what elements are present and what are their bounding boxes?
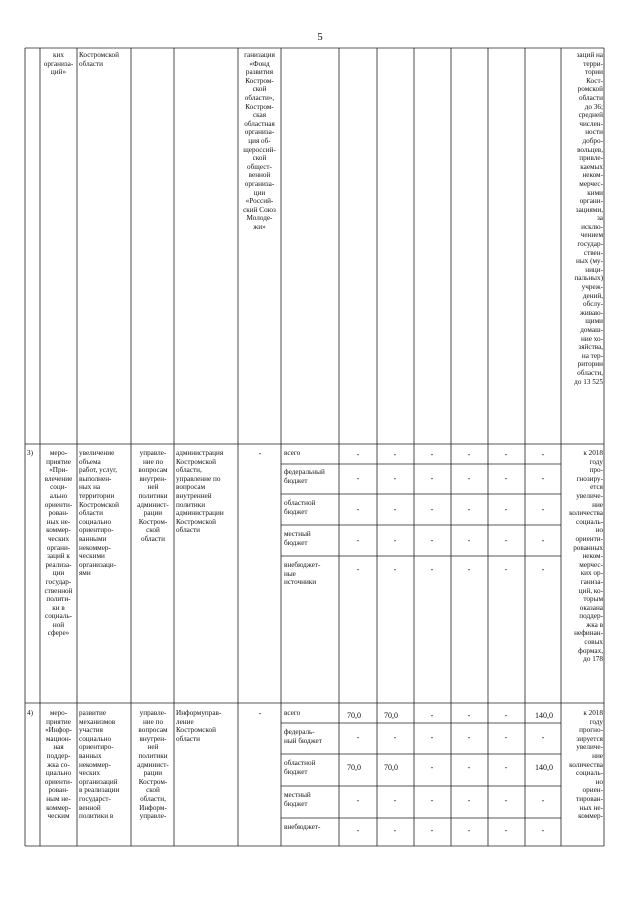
row-number: 3) [27, 449, 33, 457]
amount-cell: - [430, 711, 434, 720]
amount-cell: - [393, 733, 397, 742]
row-name: меро- приятие «При- влечение соци- ально ориенти- рован- ных не- коммер- ческих органи- заций к реализа- ции государ- ственной полити- ки в социаль- ной сфере» [44, 449, 73, 638]
amount-cell: - [356, 733, 360, 742]
amount-cell: - [467, 826, 471, 835]
row-indicator: к 2018 году прогно- зируется увеличе- ние количества социаль- но ориен- тирован- ных не- коммер- [569, 709, 603, 821]
row-indicator: к 2018 году про- гнозиру- ется увеличе- ние количества социаль- но ориенти- рованных неком- мерчес- ких ор- ганиза- ций, ко- торым оказана поддер- жка в нефинан- совых формах, до 178 [569, 449, 603, 664]
amount-cell: - [430, 763, 434, 772]
amount-cell: - [467, 796, 471, 805]
source-label: областной бюджет [284, 759, 316, 776]
amount-cell: - [430, 733, 434, 742]
amount-cell: - [541, 733, 545, 742]
amount-cell: - [504, 763, 508, 772]
amount-cell: - [541, 505, 545, 514]
amount-cell: - [467, 763, 471, 772]
amount-cell: - [393, 826, 397, 835]
row-coordinator: управле- ние по вопросам внутрен- ней политики админист- рации Костром- ской области, Информ- управле- [137, 709, 169, 821]
row-number: 4) [27, 709, 33, 717]
amount-cell: - [467, 711, 471, 720]
amount-cell: 70,0 [347, 763, 361, 772]
row-executor-continued: ганизация «Фонд развития Костром- ской области», Костром- ская областная организа- ция об- щероссий- ской общест- венной организа- ции «Россий- ский Союз Молоде- жи» [243, 51, 276, 231]
amount-cell: 140,0 [535, 763, 553, 772]
amount-cell: - [430, 450, 434, 459]
amount-cell: - [541, 826, 545, 835]
row-executor: Информуправ- ление Костромской области [176, 709, 222, 743]
amount-cell: - [430, 796, 434, 805]
amount-cell: - [467, 565, 471, 574]
amount-cell: 70,0 [384, 711, 398, 720]
amount-cell: - [541, 450, 545, 459]
amount-cell: - [430, 536, 434, 545]
amount-cell: - [393, 796, 397, 805]
amount-cell: - [430, 474, 434, 483]
amount-cell: 140,0 [535, 711, 553, 720]
page-number: 5 [317, 31, 323, 43]
amount-cell: - [504, 450, 508, 459]
row-goal: увеличение объема работ, услуг, выполнен- ных на территории Костромской области социально ориентиро- ванными некоммер- ческими организаци- ями [79, 449, 119, 578]
amount-cell: 70,0 [384, 763, 398, 772]
row-indicator-continued: заций на терри- тории Кост- ромской области до 36; средней числен- ности добро- вольцев, привле- каемых неком- мерчес- кими органи- зациями, за исклю- чением государ- ствен- ных (му- ници- пальных) учреж- дений, обслу- живаю- щими домаш- ние хо- зяйства, на тер- ритории области, до 13 525 [574, 51, 603, 386]
source-label: областной бюджет [284, 499, 316, 516]
amount-cell: - [393, 565, 397, 574]
amount-cell: - [467, 450, 471, 459]
source-label: всего [284, 709, 301, 717]
row-coordinator: управле- ние по вопросам внутрен- ней политики админист- рации Костром- ской области [137, 449, 169, 543]
amount-cell: - [356, 565, 360, 574]
row-goal: развитие механизмов участия социально ориентиро- ванных некоммер- ческих организаций в реализации государст- венной политики в [79, 709, 120, 821]
row-region-continued: Костромской области [79, 51, 119, 68]
amount-cell: - [541, 474, 545, 483]
amount-cell: - [356, 450, 360, 459]
amount-cell: - [504, 826, 508, 835]
source-label: местный бюджет [284, 791, 311, 808]
amount-cell: - [504, 711, 508, 720]
amount-cell: - [467, 505, 471, 514]
amount-cell: - [504, 733, 508, 742]
amount-cell: - [504, 796, 508, 805]
amount-cell: - [467, 733, 471, 742]
amount-cell: - [393, 536, 397, 545]
amount-cell: - [356, 796, 360, 805]
amount-cell: - [541, 565, 545, 574]
amount-cell: - [504, 565, 508, 574]
amount-cell: - [541, 796, 545, 805]
row-executor: администрация Костромской области, управление по вопросам внутренней политики администрации Костромской области [176, 449, 224, 535]
source-label: всего [284, 449, 301, 457]
row-term: - [258, 449, 262, 458]
amount-cell: - [541, 536, 545, 545]
amount-cell: - [504, 505, 508, 514]
amount-cell: - [430, 826, 434, 835]
amount-cell: - [504, 474, 508, 483]
amount-cell: - [393, 474, 397, 483]
amount-cell: - [430, 565, 434, 574]
amount-cell: - [430, 505, 434, 514]
amount-cell: - [356, 505, 360, 514]
amount-cell: 70,0 [347, 711, 361, 720]
amount-cell: - [393, 505, 397, 514]
amount-cell: - [393, 450, 397, 459]
source-label: федеральный бюджет [284, 468, 325, 485]
row-name-continued: ких организа- ций» [43, 51, 74, 77]
row-name: меро- приятие «Инфор- мацион- ная поддер- жка со- циально ориенти- рован- ным не- коммер- ческим [44, 709, 73, 821]
amount-cell: - [504, 536, 508, 545]
source-label: местный бюджет [284, 530, 311, 547]
source-label: федераль- ный бюджет [284, 728, 322, 745]
amount-cell: - [467, 474, 471, 483]
source-label: внебюджет- ные источники [284, 561, 321, 587]
source-label: внебюджет- [284, 823, 321, 831]
row-term: - [258, 709, 262, 718]
amount-cell: - [467, 536, 471, 545]
amount-cell: - [356, 826, 360, 835]
amount-cell: - [356, 536, 360, 545]
amount-cell: - [356, 474, 360, 483]
